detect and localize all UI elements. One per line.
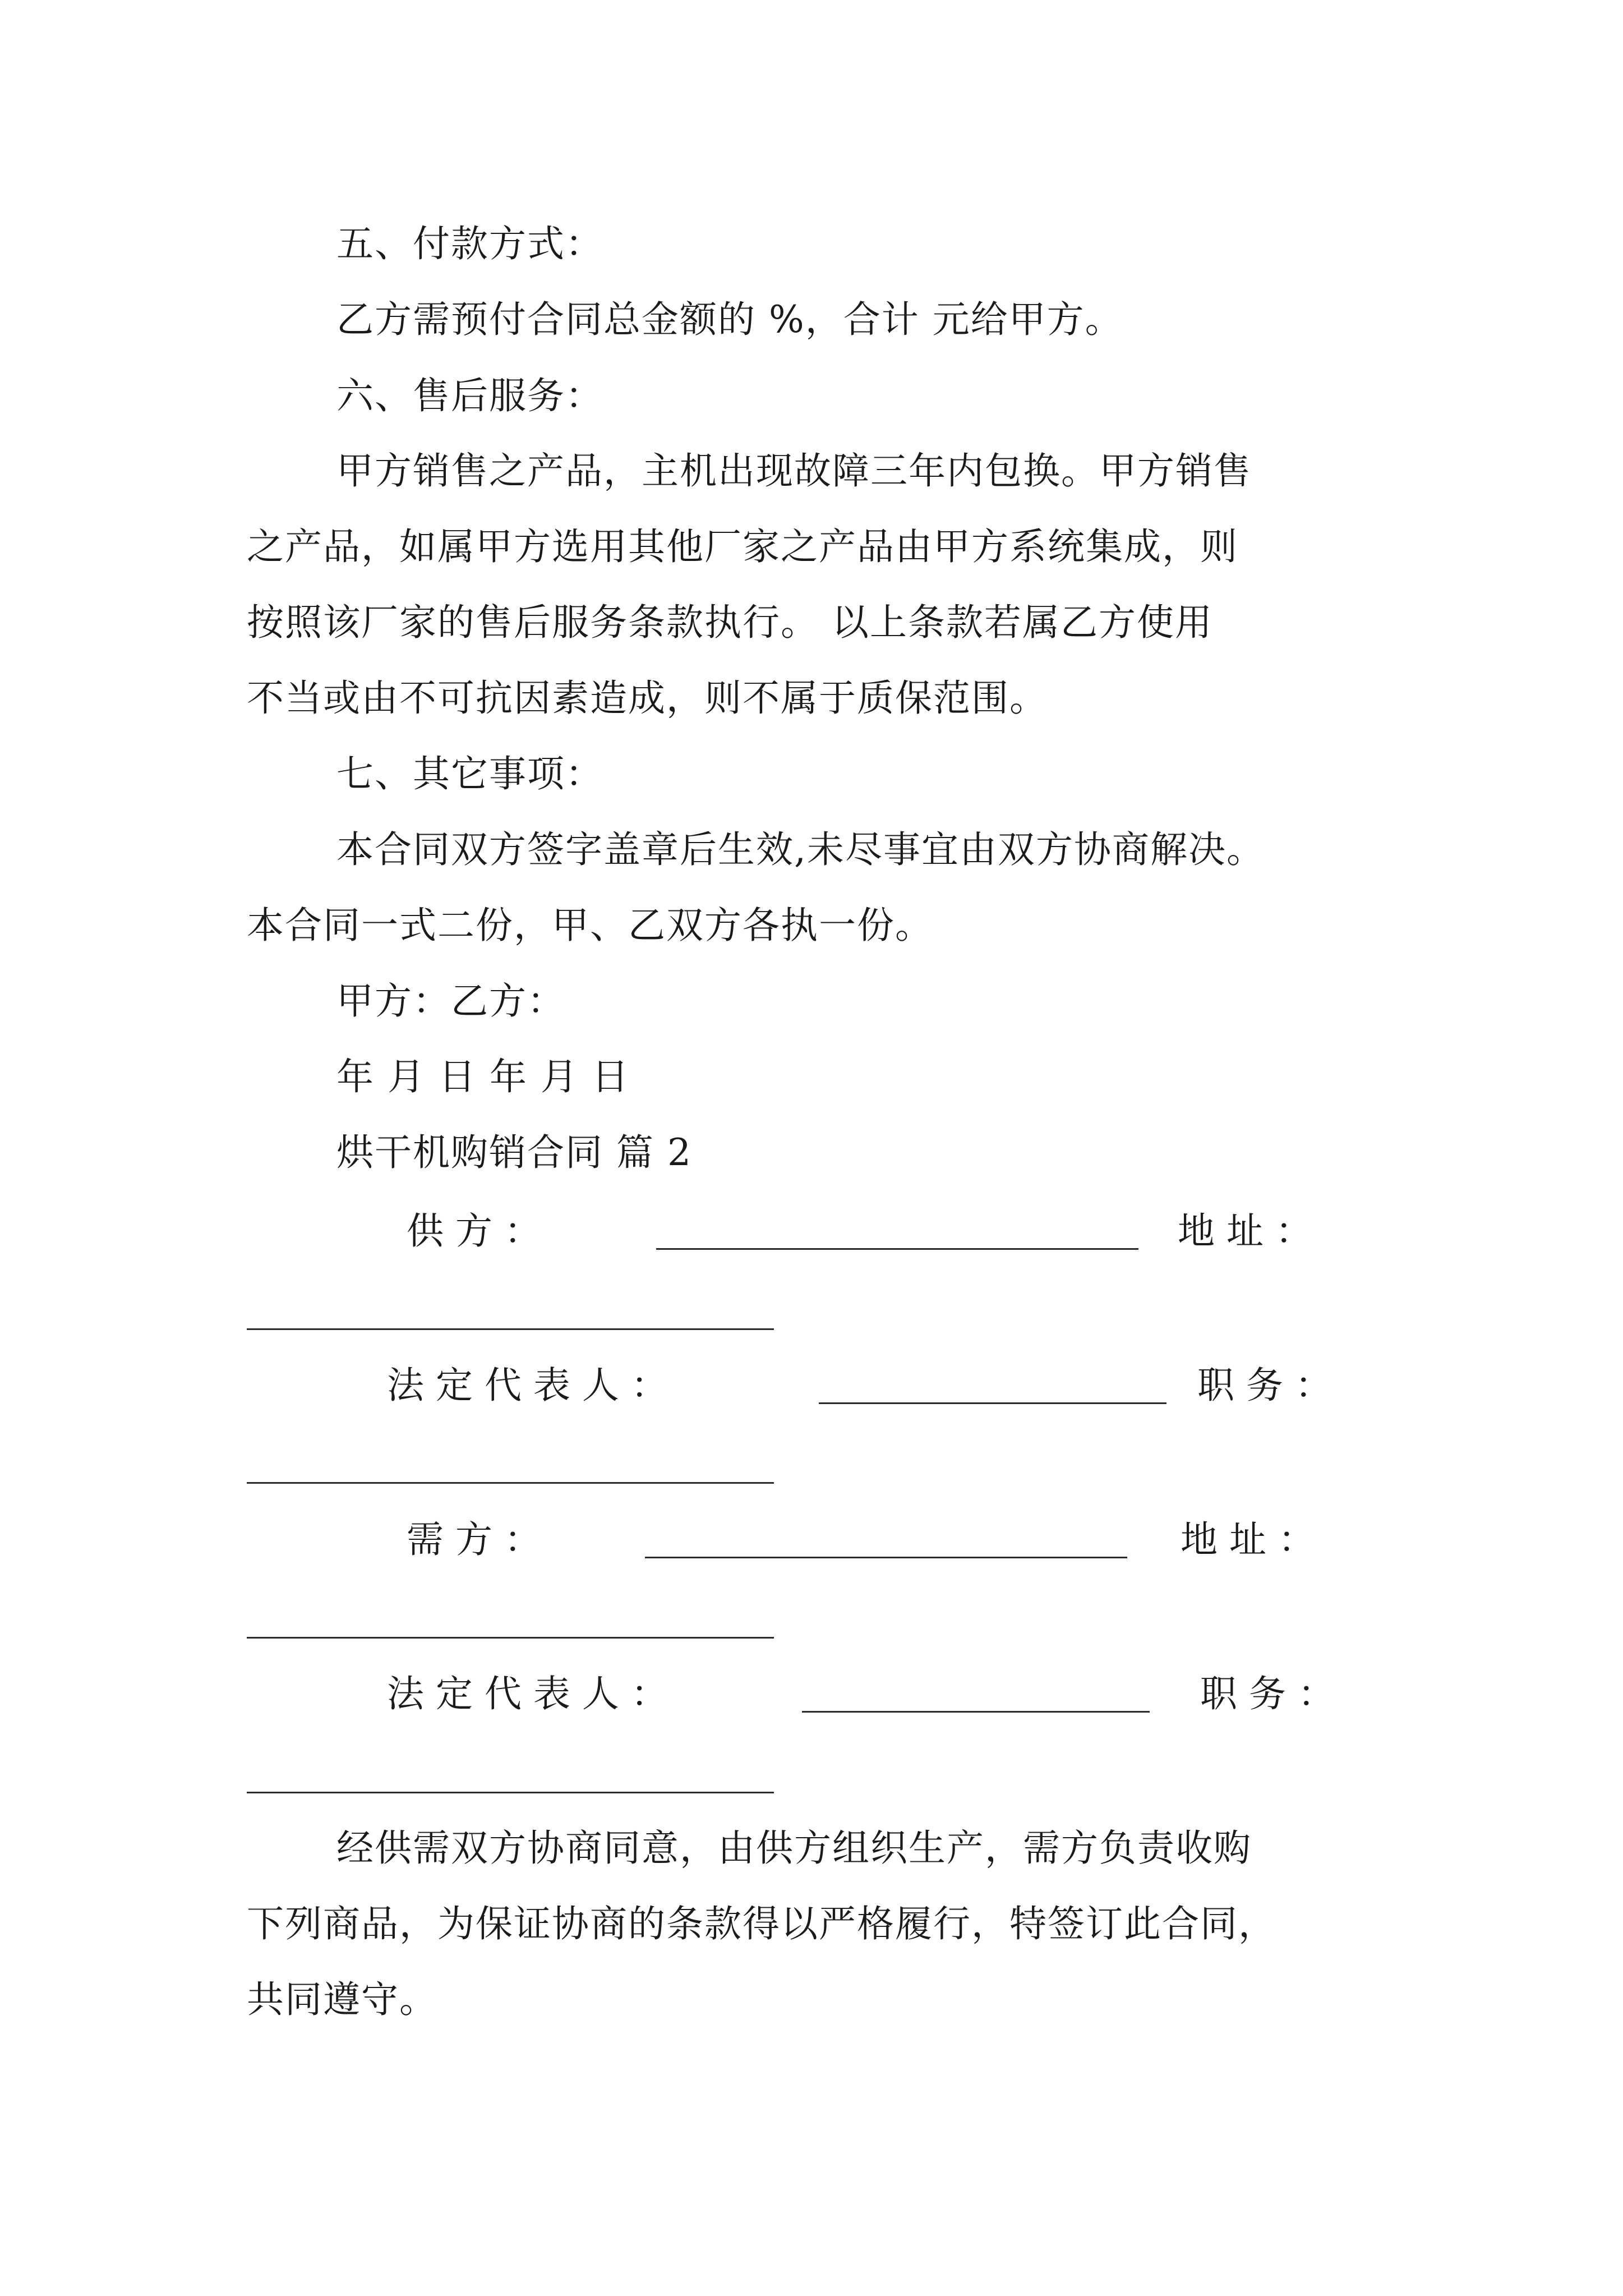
contract2-intro-line-2: 下列商品，为保证协商的条款得以严格履行，特签订此合同， (247, 1902, 1276, 1945)
contract2-title: 烘干机购销合同 篇 2 (336, 1131, 692, 1174)
section6-line-4: 不当或由不可抗因素造成，则不属于质保范围。 (247, 677, 1048, 720)
contract2-intro-line-1: 经供需双方协商同意，由供方组织生产，需方负责收购 (336, 1826, 1252, 1870)
supplier-position-label: 职 务 ： (1197, 1364, 1332, 1407)
supplier-address-blank[interactable] (247, 1328, 774, 1330)
supplier-row (247, 1209, 1391, 1254)
section7-line-1: 本合同双方签字盖章后生效,未尽事宜由双方协商解决。 (336, 828, 1265, 871)
buyer-address-blank[interactable] (247, 1637, 774, 1639)
section5-heading: 五、付款方式： (336, 222, 603, 265)
supplier-rep-row (247, 1363, 1391, 1408)
supplier-label: 供 方 ： (407, 1209, 541, 1253)
buyer-row (247, 1517, 1391, 1562)
signature-parties: 甲方：乙方： (336, 979, 565, 1023)
buyer-rep-row (247, 1672, 1391, 1717)
supplier-blank[interactable] (656, 1248, 1138, 1250)
buyer-address-label: 地 址 ： (1181, 1518, 1315, 1561)
buyer-label: 需 方 ： (407, 1518, 541, 1561)
buyer-rep-label: 法 定 代 表 人 ： (387, 1672, 668, 1715)
supplier-rep-blank[interactable] (819, 1402, 1166, 1404)
supplier-position-blank[interactable] (247, 1482, 774, 1484)
section7-heading: 七、其它事项： (336, 752, 603, 795)
contract2-intro-line-3: 共同遵守。 (247, 1978, 437, 2021)
signature-dates: 年 月 日 年 月 日 (336, 1055, 630, 1098)
buyer-position-blank[interactable] (247, 1792, 774, 1793)
buyer-blank[interactable] (645, 1557, 1127, 1558)
supplier-rep-label: 法 定 代 表 人 ： (387, 1364, 668, 1407)
supplier-address-label: 地 址 ： (1178, 1209, 1312, 1253)
section7-line-2: 本合同一式二份，甲、乙双方各执一份。 (247, 904, 933, 947)
buyer-position-label: 职 务 ： (1200, 1672, 1335, 1715)
section6-heading: 六、售后服务： (336, 374, 603, 417)
section6-line-1: 甲方销售之产品，主机出现故障三年内包换。甲方销售 (336, 449, 1252, 493)
section6-line-2: 之产品，如属甲方选用其他厂家之产品由甲方系统集成，则 (247, 525, 1238, 568)
buyer-rep-blank[interactable] (802, 1711, 1150, 1713)
section5-text: 乙方需预付合同总金额的 %，合计 元给甲方。 (336, 298, 1123, 341)
section6-line-3: 按照该厂家的售后服务条款执行。 以上条款若属乙方使用 (247, 601, 1213, 644)
